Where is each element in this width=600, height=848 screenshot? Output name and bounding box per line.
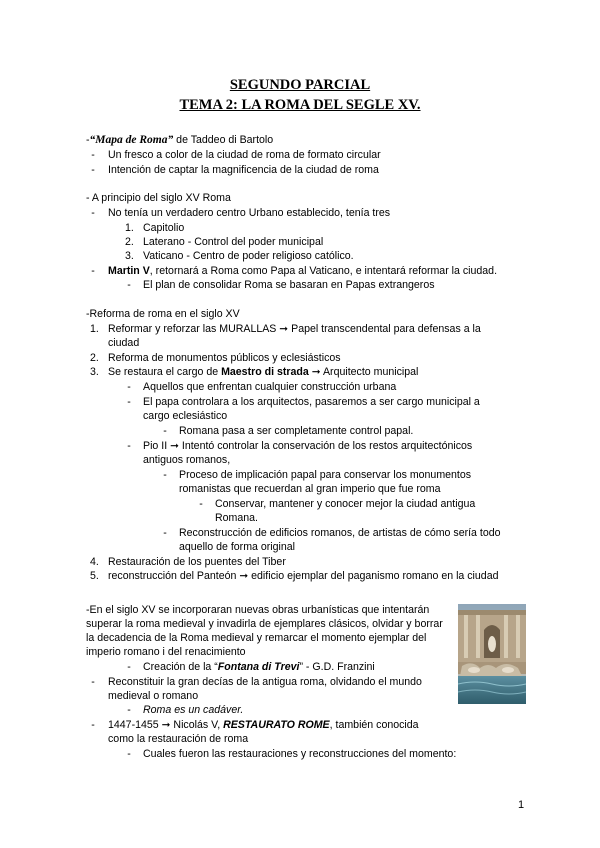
section-siglo-xv-line: superar la roma medieval y invadirla de ejemplares clásicos, olvidar y borrar bbox=[86, 618, 443, 630]
dash-bullet: - bbox=[91, 719, 95, 731]
martin-v: Martin V bbox=[108, 265, 150, 277]
dash-bullet: - bbox=[127, 279, 131, 291]
sub-item-cont: cargo eclesiástico bbox=[143, 410, 228, 422]
list-number: 3. bbox=[90, 366, 99, 378]
sub-item: El papa controlara a los arquitectos, pasaremos a ser cargo municipal a bbox=[143, 396, 480, 408]
list-number: 4. bbox=[90, 556, 99, 568]
mapa-title: “Mapa de Roma” bbox=[89, 134, 174, 146]
list-number: 2. bbox=[90, 352, 99, 364]
list-item: Intención de captar la magnificencia de la ciudad de roma bbox=[108, 164, 379, 176]
section-reforma-lead: -Reforma de roma en el siglo XV bbox=[86, 308, 240, 320]
dash-bullet: - bbox=[91, 149, 95, 161]
list-item: Reforma de monumentos públicos y eclesiásticos bbox=[108, 352, 341, 364]
list-item-cont: medieval o romano bbox=[108, 690, 199, 702]
sub-sub-sub-item: Conservar, mantener y conocer mejor la ciudad antigua bbox=[215, 498, 476, 510]
section-siglo-xv-line: la decadencia de la Roma medieval y remarcar el momento ejemplar del bbox=[86, 632, 427, 644]
dash-bullet: - bbox=[91, 207, 95, 219]
list-item: 1447-1455 ➞ Nicolás V, RESTAURATO ROME, también conocida bbox=[108, 719, 419, 731]
section-siglo-xv-line: -En el siglo XV se incorporaran nuevas obras urbanísticas que intentarán bbox=[86, 604, 430, 616]
list-item: Un fresco a color de la ciudad de roma de formato circular bbox=[108, 149, 381, 161]
list-number: 1. bbox=[125, 222, 134, 234]
list-item: Reconstituir la gran decías de la antigua roma, olvidando el mundo bbox=[108, 676, 422, 688]
page-number: 1 bbox=[518, 799, 525, 811]
list-number: 5. bbox=[90, 570, 99, 582]
list-item: reconstrucción del Panteón ➞ edificio ejemplar del paganismo romano en la ciudad bbox=[108, 570, 499, 582]
dash-bullet: - bbox=[91, 164, 95, 176]
section-principio-lead: - A principio del siglo XV Roma bbox=[86, 192, 231, 204]
section-mapa-lead: -“Mapa de Roma” de Taddeo di Bartolo bbox=[86, 134, 274, 146]
dash-bullet: - bbox=[163, 527, 167, 539]
page-title: SEGUNDO PARCIAL bbox=[229, 77, 371, 93]
dash-bullet: - bbox=[91, 265, 95, 277]
dash-bullet: - bbox=[91, 676, 95, 688]
section-siglo-xv-line: imperio romano i del renacimiento bbox=[86, 646, 246, 658]
dash-bullet: - bbox=[127, 704, 131, 716]
sub-item: Aquellos que enfrentan cualquier construcción urbana bbox=[143, 381, 397, 393]
sub-sub-item: Reconstrucción de edificios romanos, de artistas de cómo sería todo bbox=[179, 527, 501, 539]
sub-item-cont: antiguos romanos, bbox=[143, 454, 231, 466]
list-number: 3. bbox=[125, 250, 134, 262]
list-item-cont: como la restauración de roma bbox=[108, 733, 249, 745]
list-item: Martin V, retornará a Roma como Papa al Vaticano, e intentará reformar la ciudad. bbox=[108, 265, 498, 277]
fountain-image bbox=[458, 604, 526, 704]
list-item: No tenía un verdadero centro Urbano establecido, tenía tres bbox=[108, 207, 391, 219]
sub-item: Pio II ➞ Intentó controlar la conservación de los restos arquitectónicos bbox=[143, 440, 473, 452]
sub-sub-item: Proceso de implicación papal para conservar los monumentos bbox=[179, 469, 472, 481]
dash-bullet: - bbox=[163, 425, 167, 437]
fontana-di-trevi-photo bbox=[458, 604, 526, 704]
sub-sub-item: Romana pasa a ser completamente control papal. bbox=[179, 425, 414, 437]
restaurato-rome: RESTAURATO ROME bbox=[223, 719, 330, 731]
maestro-di-strada: Maestro di strada bbox=[221, 366, 309, 378]
list-item: Se restaura el cargo de Maestro di strada ➞ Arquitecto municipal bbox=[108, 366, 419, 378]
dash-bullet: - bbox=[127, 381, 131, 393]
sub-sub-sub-item-cont: Romana. bbox=[215, 512, 258, 524]
dash-bullet: - bbox=[127, 440, 131, 452]
sub-item: Vaticano - Centro de poder religioso católico. bbox=[143, 250, 354, 262]
dash-bullet: - bbox=[127, 396, 131, 408]
sub-item: El plan de consolidar Roma se basaran en Papas extrangeros bbox=[143, 279, 435, 291]
list-number: 1. bbox=[90, 323, 99, 335]
list-item: Reformar y reforzar las MURALLAS ➞ Papel transcendental para defensas a la bbox=[108, 323, 481, 335]
list-number: 2. bbox=[125, 236, 134, 248]
fontana-di-trevi: Fontana di Trevi bbox=[217, 661, 300, 673]
dash-bullet: - bbox=[163, 469, 167, 481]
dash-bullet: - bbox=[199, 498, 203, 510]
dash-bullet: - bbox=[127, 661, 131, 673]
sub-item: Roma es un cadáver. bbox=[143, 704, 244, 716]
sub-item: Capitolio bbox=[143, 222, 185, 234]
sub-sub-item-cont: romanistas que recuerdan al gran imperio que fue roma bbox=[179, 483, 441, 495]
dash-bullet: - bbox=[127, 748, 131, 760]
sub-item: Cuales fueron las restauraciones y reconstrucciones del momento: bbox=[143, 748, 457, 760]
sub-sub-item-cont: aquello de forma original bbox=[179, 541, 296, 553]
list-item: Restauración de los puentes del Tiber bbox=[108, 556, 286, 568]
list-item-cont: ciudad bbox=[108, 337, 140, 349]
sub-item: Laterano - Control del poder municipal bbox=[143, 236, 324, 248]
sub-item: Creación de la “Fontana di Trevi” - G.D. Franzini bbox=[143, 661, 375, 673]
topic-title: TEMA 2: LA ROMA DEL SEGLE XV. bbox=[179, 97, 421, 113]
